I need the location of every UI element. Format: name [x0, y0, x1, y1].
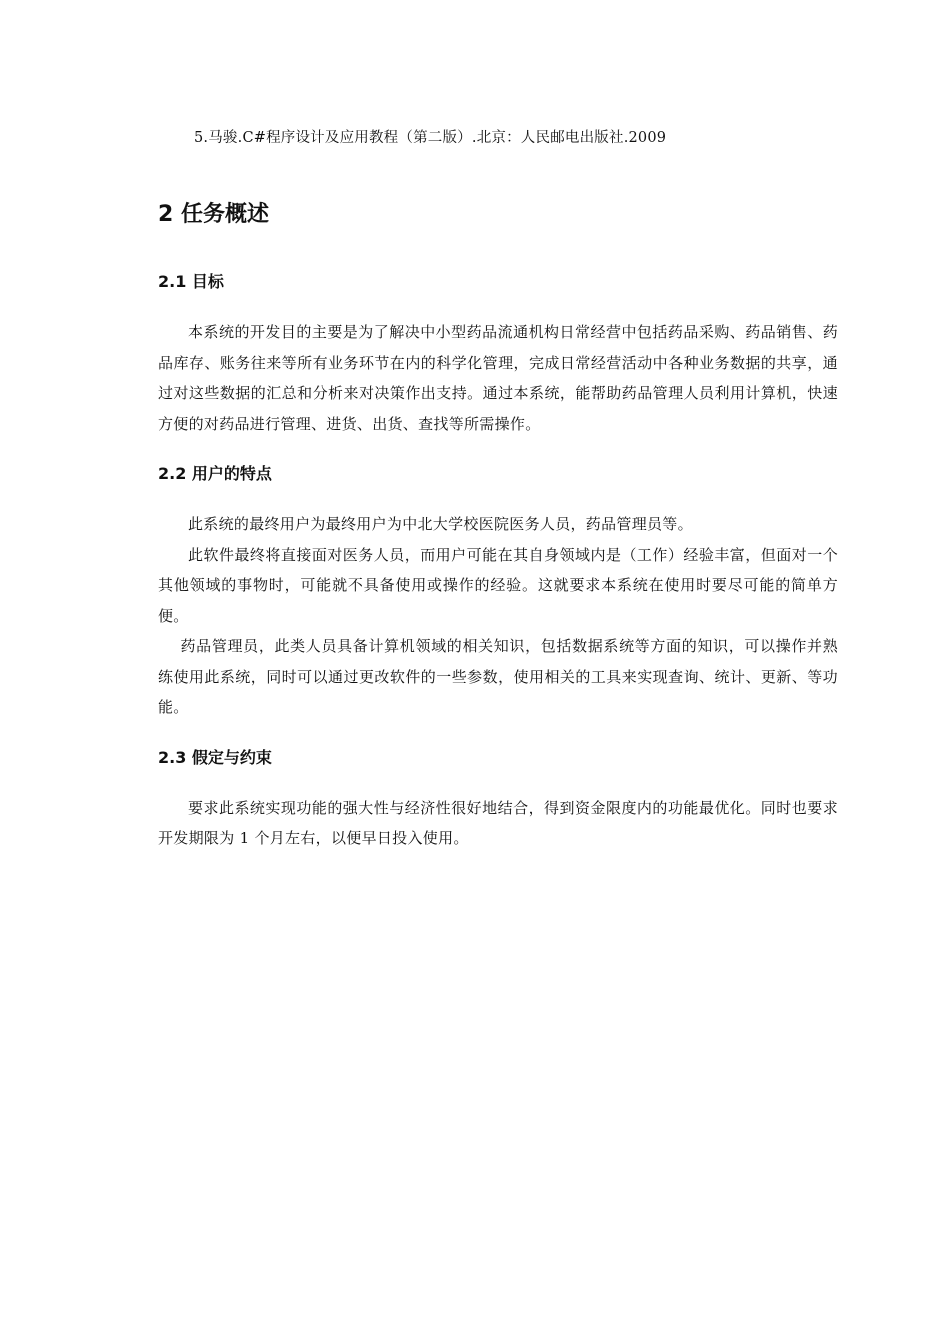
- reference-entry: 5.马骏.C#程序设计及应用教程（第二版）.北京：人民邮电出版社.2009: [194, 130, 667, 146]
- users-paragraph-1: 此系统的最终用户为最终用户为中北大学校医院医务人员，药品管理员等。: [188, 515, 693, 533]
- users-paragraph-2: 此软件最终将直接面对医务人员，而用户可能在其自身领域内是（工作）经验丰富，但面对一个其他领域的事物时，可能就不具备使用或操作的经验。这就要求本系统在使用时要尽可能的简单方便。: [158, 545, 838, 625]
- section-heading-goal: 2.1 目标: [158, 272, 224, 291]
- users-paragraph-3: 药品管理员，此类人员具备计算机领域的相关知识，包括数据系统等方面的知识，可以操作并熟练使用此系统，同时可以通过更改软件的一些参数，使用相关的工具来实现查询、统计、更新、等功能。: [158, 637, 838, 716]
- constraints-paragraph: 要求此系统实现功能的强大性与经济性很好地结合，得到资金限度内的功能最优化。同时也要求开发期限为 1 个月左右，以便早日投入使用。: [158, 798, 838, 847]
- section-heading-user-characteristics: 2.2 用户的特点: [158, 464, 272, 483]
- chapter-title: 2 任务概述: [158, 202, 269, 227]
- goal-paragraph: 本系统的开发目的主要是为了解决中小型药品流通机构日常经营中包括药品采购、药品销售、药品库存、账务往来等所有业务环节在内的科学化管理，完成日常经营活动中各种业务数据的共享，通过对这些数据的汇总和分析来对决策作出支持。通过本系统，能帮助药品管理人员利用计算机，快速方便的对药品进行管理、进货、出货、查找等所需操作。: [158, 323, 838, 433]
- document-body: [158, 126, 838, 854]
- section-heading-assumptions-constraints: 2.3 假定与约束: [158, 747, 272, 767]
